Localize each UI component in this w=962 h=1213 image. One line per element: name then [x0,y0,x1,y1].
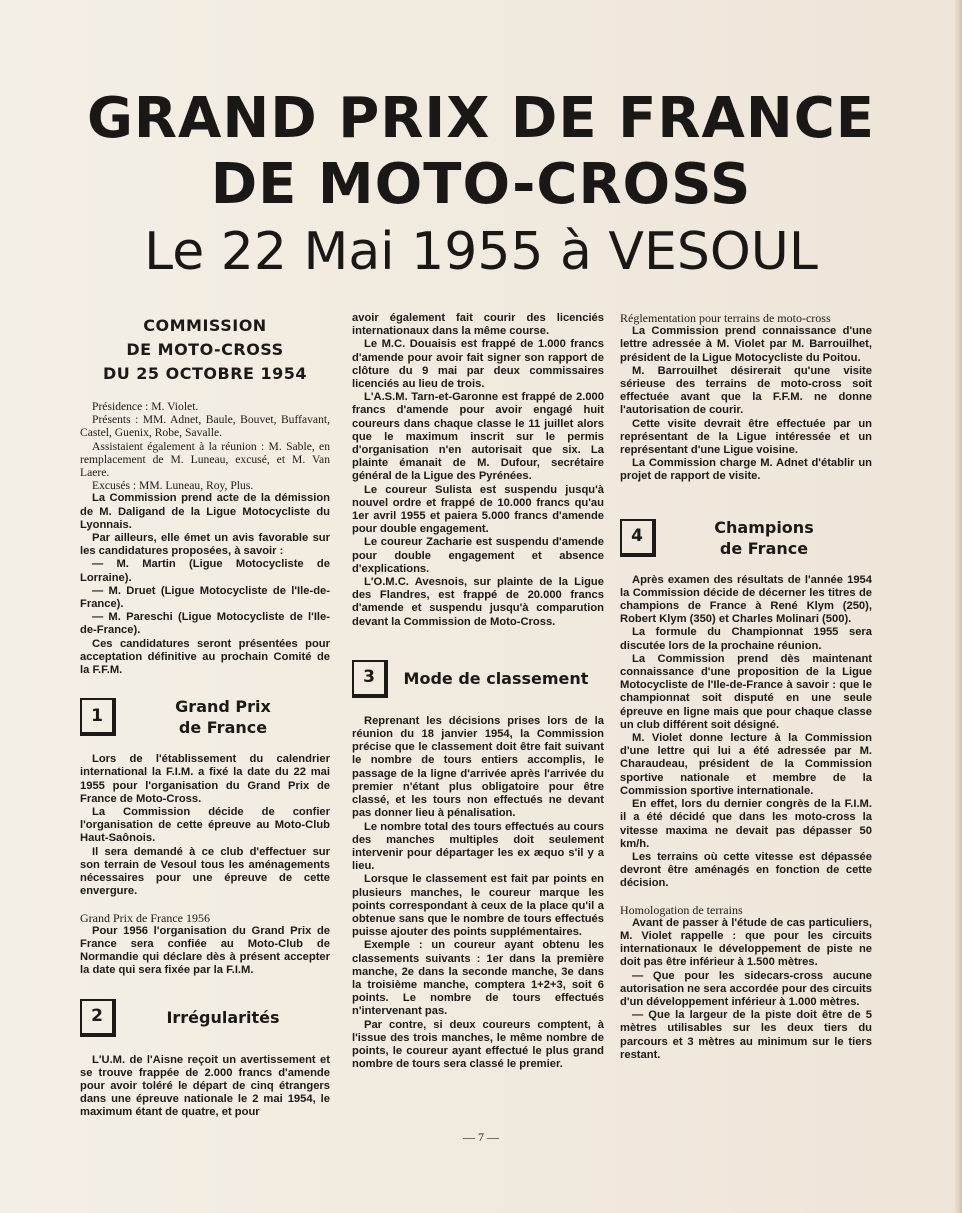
section-4-header [620,514,872,562]
section-number-box: 3 [352,660,388,698]
column-3 [620,312,872,1062]
section-title: Mode de classement [403,669,589,689]
section-number-box: 1 [80,698,116,736]
paragraph: Reprenant les décisions prises lors de la réunion du 18 janvier 1954, la Commission précise que le classement doit être fait suivant le nombre de tours entiers accomplis, le passage de la ligne d'arrivée après l'arrivée du premier n'étant plus obligatoire pour être classé, et les tours non effectués ne devant pas donner lieu à pénalisation. [352,714,604,820]
section-title [116,696,330,738]
paragraph: Lorsque le classement est fait par points en plusieurs manches, le coureur marque les points correspondant à ceux de la place qu'il a obtenue sans que le nombre de tours effectués puisse ajouter des points supplémentaires. [352,873,604,939]
paragraph: Le M.C. Douaisis est frappé de 1.000 francs d'amende pour avoir fait signer son rapport de clôture du 9 mai par deux commissaires licenciés au lieu de trois. [352,338,604,391]
section-title-line-2: de France [178,718,268,738]
section-3-header [352,655,604,703]
paragraph: Présidence : M. Violet. [92,400,199,413]
paragraph: La Commission prend acte de la démission de M. Daligand de la Ligue Motocycliste du Lyonnais. [80,492,330,531]
paragraph: Avant de passer à l'étude de cas particuliers, M. Violet rappelle : que pour les circuits internationaux le développement de piste ne doit pas être inférieur à 1.500 mètres. [620,916,872,969]
section-title [656,517,872,559]
paragraph: — M. Pareschi (Ligue Motocycliste de l'Ile-de-France). [80,611,330,637]
column-2 [352,312,604,1071]
paragraph: Le coureur Zacharie est suspendu d'amende pour double engagement et absence d'explications. [352,536,604,575]
headline-date: Le 22 Mai 1955 à VESOUL [144,222,818,282]
paragraph: L'U.M. de l'Aisne reçoit un avertissement et se trouve frappée de 2.000 francs d'amende pour avoir toléré le départ de cinq étrangers dans une épreuve nationale le 2 mai 1954, le maximum étant de quatre, et pour [80,1053,330,1119]
section-title: Irrégularités [166,1008,280,1028]
subheading: Grand Prix de France 1956 [80,910,210,925]
commission-heading-line-3: DU 25 OCTOBRE 1954 [102,364,308,383]
paragraph: La formule du Championnat 1955 sera discutée lors de la prochaine réunion. [620,626,872,652]
paragraph: — M. Martin (Ligue Motocycliste de Lorraine). [80,558,330,584]
paragraph: Après examen des résultats de l'année 1954 la Commission décide de décerner les titres de champions de France à René Klym (250), Robert Klym (350) et Charles Molinari (500). [620,573,872,626]
column-1 [80,312,330,1120]
paragraph: Assistaient également à la réunion : M. Sable, en remplacement de M. Luneau, excusé, et M. Van Laere. [80,439,330,480]
section-1-header [80,693,330,741]
subheading: Homologation de terrains [620,902,743,917]
paragraph: Ces candidatures seront présentées pour acceptation définitive au prochain Comité de la F.F.M. [80,637,330,677]
section-number-box: 4 [620,519,656,557]
section-title-line-1: Grand Prix [175,697,271,717]
section-number-box: 2 [80,999,116,1037]
paragraph: L'O.M.C. Avesnois, sur plainte de la Ligue des Flandres, est frappé de 20.000 francs d'amende et suspendu jusqu'à comparution devant la Commission de Moto-Cross. [352,576,604,628]
paragraph: Excusés : MM. Luneau, Roy, Plus. [92,479,254,493]
paragraph: Par contre, si deux coureurs comptent, à l'issue des trois manches, le même nombre de points, le coureur ayant effectué le plus grand nombre de tours sera classé le premier. [352,1018,604,1071]
page-number: — 7 — [463,1130,499,1144]
commission-heading-line-1: COMMISSION [143,316,267,335]
paragraph: — M. Druet (Ligue Motocycliste de l'Ile-de-France). [80,584,330,611]
paragraph: Présents : MM. Adnet, Baule, Bouvet, Buffavant, Castel, Guenix, Robe, Savalle. [80,413,330,440]
paragraph: — Que pour les sidecars-cross aucune autorisation ne sera accordée pour des circuits d'un développement inférieur à 1.000 mètres. [620,969,872,1008]
paragraph: Le nombre total des tours effectués au cours des manches multiples doit seulement intervenir pour départager les ex æquo s'il y a lieu. [352,820,604,873]
section-title-line-2: de France [719,538,809,558]
paragraph: Par ailleurs, elle émet un avis favorable sur les candidatures proposées, à savoir : [80,532,330,558]
paragraph: La Commission prend dès maintenant connaissance d'une proposition de la Ligue Motocycliste de l'Ile-de-France à savoir : que le championnat soit disputé en une seule épreuve en ligne mais que pour chaque classe un club différent soit désigné. [620,652,872,731]
subheading: Réglementation pour terrains de moto-cross [620,311,831,325]
paragraph: La Commission décide de confier l'organisation de cette épreuve au Moto-Club Haut-Saônois. [80,806,330,845]
paragraph: Il sera demandé à ce club d'effectuer sur son terrain de Vesoul tous les aménagements nécessaires pour une épreuve de cette envergure. [80,845,330,898]
paragraph: Cette visite devrait être effectuée par un représentant de la Ligue intéressée et un représentant d'une Ligue voisine. [620,417,872,457]
paragraph: L'A.S.M. Tarn-et-Garonne est frappé de 2.000 francs d'amende pour avoir engagé huit coureurs dans chaque classe le 11 juillet alors que le maximum inscrit sur le permis d'organisation n'en autorisait que six. La plainte émanait de M. Dufour, secrétaire général de la Ligue des Pyrénées. [352,391,604,483]
paragraph: M. Barrouilhet désirerait qu'une visite sérieuse des terrains de moto-cross soit effectuée avant que la F.F.M. ne donne l'autorisation de courir. [620,364,872,417]
paragraph: Le coureur Sulista est suspendu jusqu'à nouvel ordre et frappé de 10.000 francs qu'au 1er avril 1955 et paiera 5.000 francs d'amende pour double engagement. [352,483,604,536]
paragraph: — Que la largeur de la piste doit être de 5 mètres utilisables sur les deux tiers du parcours et 3 mètres au minimum sur le tiers restant. [620,1009,872,1061]
paragraph: En effet, lors du dernier congrès de la F.I.M. il a été décidé que dans les moto-cross la vitesse maxima ne devait pas dépasser 50 km/h. [620,798,872,850]
paragraph: La Commission charge M. Adnet d'établir un projet de rapport de visite. [620,457,872,483]
section-2-header [80,994,330,1042]
section-title-line-1: Champions [714,517,814,537]
headline-line-2: DE MOTO-CROSS [210,152,752,217]
paragraph: Pour 1956 l'organisation du Grand Prix de France sera confiée au Moto-Club de Normandie qui déclare dès à présent accepter la date qui sera fixée par la F.I.M. [80,924,330,977]
paragraph: Lors de l'établissement du calendrier international la F.I.M. a fixé la date du 22 mai 1955 pour l'organisation du Grand Prix de France de Moto-Cross. [80,753,330,805]
paragraph: Exemple : un coureur ayant obtenu les classements suivants : 1er dans la première manche, 2e dans la seconde manche, 3e dans la troisième manche, comptera 1+2+3, soit 6 points. Le nombre de tours effectués n'intervenant pas. [352,939,604,1018]
commission-heading [80,314,330,386]
paragraph: M. Violet donne lecture à la Commission d'une lettre qui lui a été adressée par M. Charaudeau, président de la Commission sportive nationale et membre de la Commission sportive internationale. [620,732,872,797]
paragraph: Les terrains où cette vitesse est dépassée devront être aménagés en fonction de cette décision. [620,850,872,890]
commission-heading-line-2: DE MOTO-CROSS [126,340,284,359]
paragraph: La Commission prend connaissance d'une lettre adressée à M. Violet par M. Barrouilhet, président de la Ligue Motocycliste du Poitou. [620,325,872,364]
headline-line-1: GRAND PRIX DE FRANCE [86,86,876,151]
paragraph: avoir également fait courir des licenciés internationaux dans la même course. [352,312,604,338]
